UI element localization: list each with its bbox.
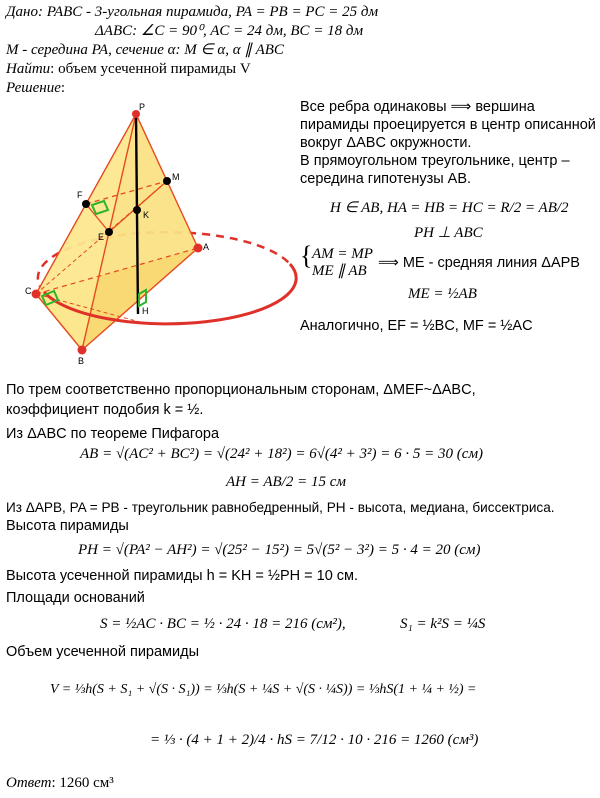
vertex-b: [78, 346, 87, 355]
formula-ph: PH = √(PA² − AH²) = √(25² − 15²) = 5√(5² − 3²) = 5 · 4 = 20 (см): [78, 542, 481, 558]
label-c: C: [25, 286, 32, 296]
formula-volume-2: = ⅓ · (4 + 1 + 2)/4 · hS = 7/12 · 10 · 216 = 1260 (см³): [150, 732, 479, 748]
find-text: : объем усеченной пирамиды V: [50, 61, 251, 77]
label-m: M: [172, 172, 180, 182]
given-statement: : PABC - 3-угольная пирамида, PA = PB = PC = 25 дм: [38, 4, 379, 20]
system-line-1: AM = MP: [312, 246, 373, 262]
label-b: B: [78, 356, 85, 366]
system-line-2: ME ∥ AB: [312, 263, 367, 279]
midline-conclusion: ⟹ ME - средняя линия ΔAPB: [378, 255, 580, 271]
label-f: F: [77, 190, 83, 200]
point-e: [105, 228, 113, 236]
label-e: E: [98, 232, 105, 242]
note-line-5: середина гипотенузы AB.: [300, 171, 472, 187]
body-line-areas: Площади оснований: [6, 590, 145, 606]
system-brace: {: [300, 241, 313, 270]
formula-hab: H ∈ AB, HA = HB = HC = R/2 = AB/2: [330, 200, 569, 216]
body-line-volume: Объем усеченной пирамиды: [6, 644, 200, 660]
midpoint-condition: M - середина PA, сечение α: M ∈ α, α ∥ ABC: [6, 42, 284, 58]
pyramid-figure: [20, 98, 320, 368]
label-h: H: [142, 306, 149, 316]
note-similarly: Аналогично, EF = ½BC, MF = ½AC: [300, 318, 533, 334]
body-line-frustum-height: Высота усеченной пирамиды h = KH = ½PH = 10 см.: [6, 568, 359, 584]
formula-ab: AB = √(AC² + BC²) = √(24² + 18²) = 6√(4² + 3²) = 6 · 5 = 30 (см): [80, 446, 484, 462]
given-label: Дано: [6, 4, 38, 20]
body-line-height: Высота пирамиды: [6, 518, 129, 534]
body-line-pythagoras: Из ΔABC по теореме Пифагора: [6, 426, 220, 442]
body-line-similarity: По трем соответственно пропорциональным сторонам, ΔMEF~ΔABC,: [6, 382, 476, 398]
point-m: [163, 177, 171, 185]
label-k: K: [143, 210, 150, 220]
formula-ah: AH = AB/2 = 15 см: [226, 474, 346, 490]
note-line-4: В прямоугольном треугольнике, центр –: [300, 153, 570, 169]
formula-ph-perp: PH ⊥ ABC: [414, 225, 483, 241]
formula-s: S = ½AC · BC = ½ · 24 · 18 = 216 (см²),: [100, 616, 346, 632]
vertex-a: [194, 244, 203, 253]
note-line-1: Все ребра одинаковы ⟹ вершина: [300, 99, 535, 115]
find-line: [6, 61, 251, 78]
note-line-3: вокруг ΔABC окружности.: [300, 135, 472, 151]
answer-line: [6, 775, 114, 792]
point-k: [133, 206, 141, 214]
formula-volume-1: V = ⅓h(S + S₁ + √(S · S₁)) = ⅓h(S + ¼S + √(S · ¼S)) = ⅓hS(1 + ¼ + ½) =: [50, 682, 477, 697]
solution-heading: Решение:: [6, 80, 66, 96]
triangle-conditions: ΔABC: ∠C = 90⁰, AC = 24 дм, BC = 18 дм: [95, 23, 364, 39]
answer-label: Ответ: [6, 775, 52, 791]
formula-s1: S₁ = k²S = ¼S: [400, 616, 486, 632]
body-line-isosceles: Из ΔAPB, PA = PB - треугольник равнобедренный, PH - высота, медиана, биссектриса.: [6, 500, 555, 515]
vertex-c: [32, 290, 41, 299]
answer-value: : 1260 см³: [51, 775, 114, 791]
formula-me: ME = ½AB: [408, 286, 477, 302]
note-line-2: пирамиды проецируется в центр описанной: [300, 117, 596, 133]
find-label: Найти: [6, 61, 51, 77]
label-p: P: [139, 102, 146, 112]
given-line: [6, 4, 378, 21]
label-a: A: [203, 242, 210, 252]
body-line-coefficient: коэффициент подобия k = ½.: [6, 402, 204, 418]
point-f: [82, 200, 90, 208]
solution-label: Решение: [6, 80, 61, 96]
